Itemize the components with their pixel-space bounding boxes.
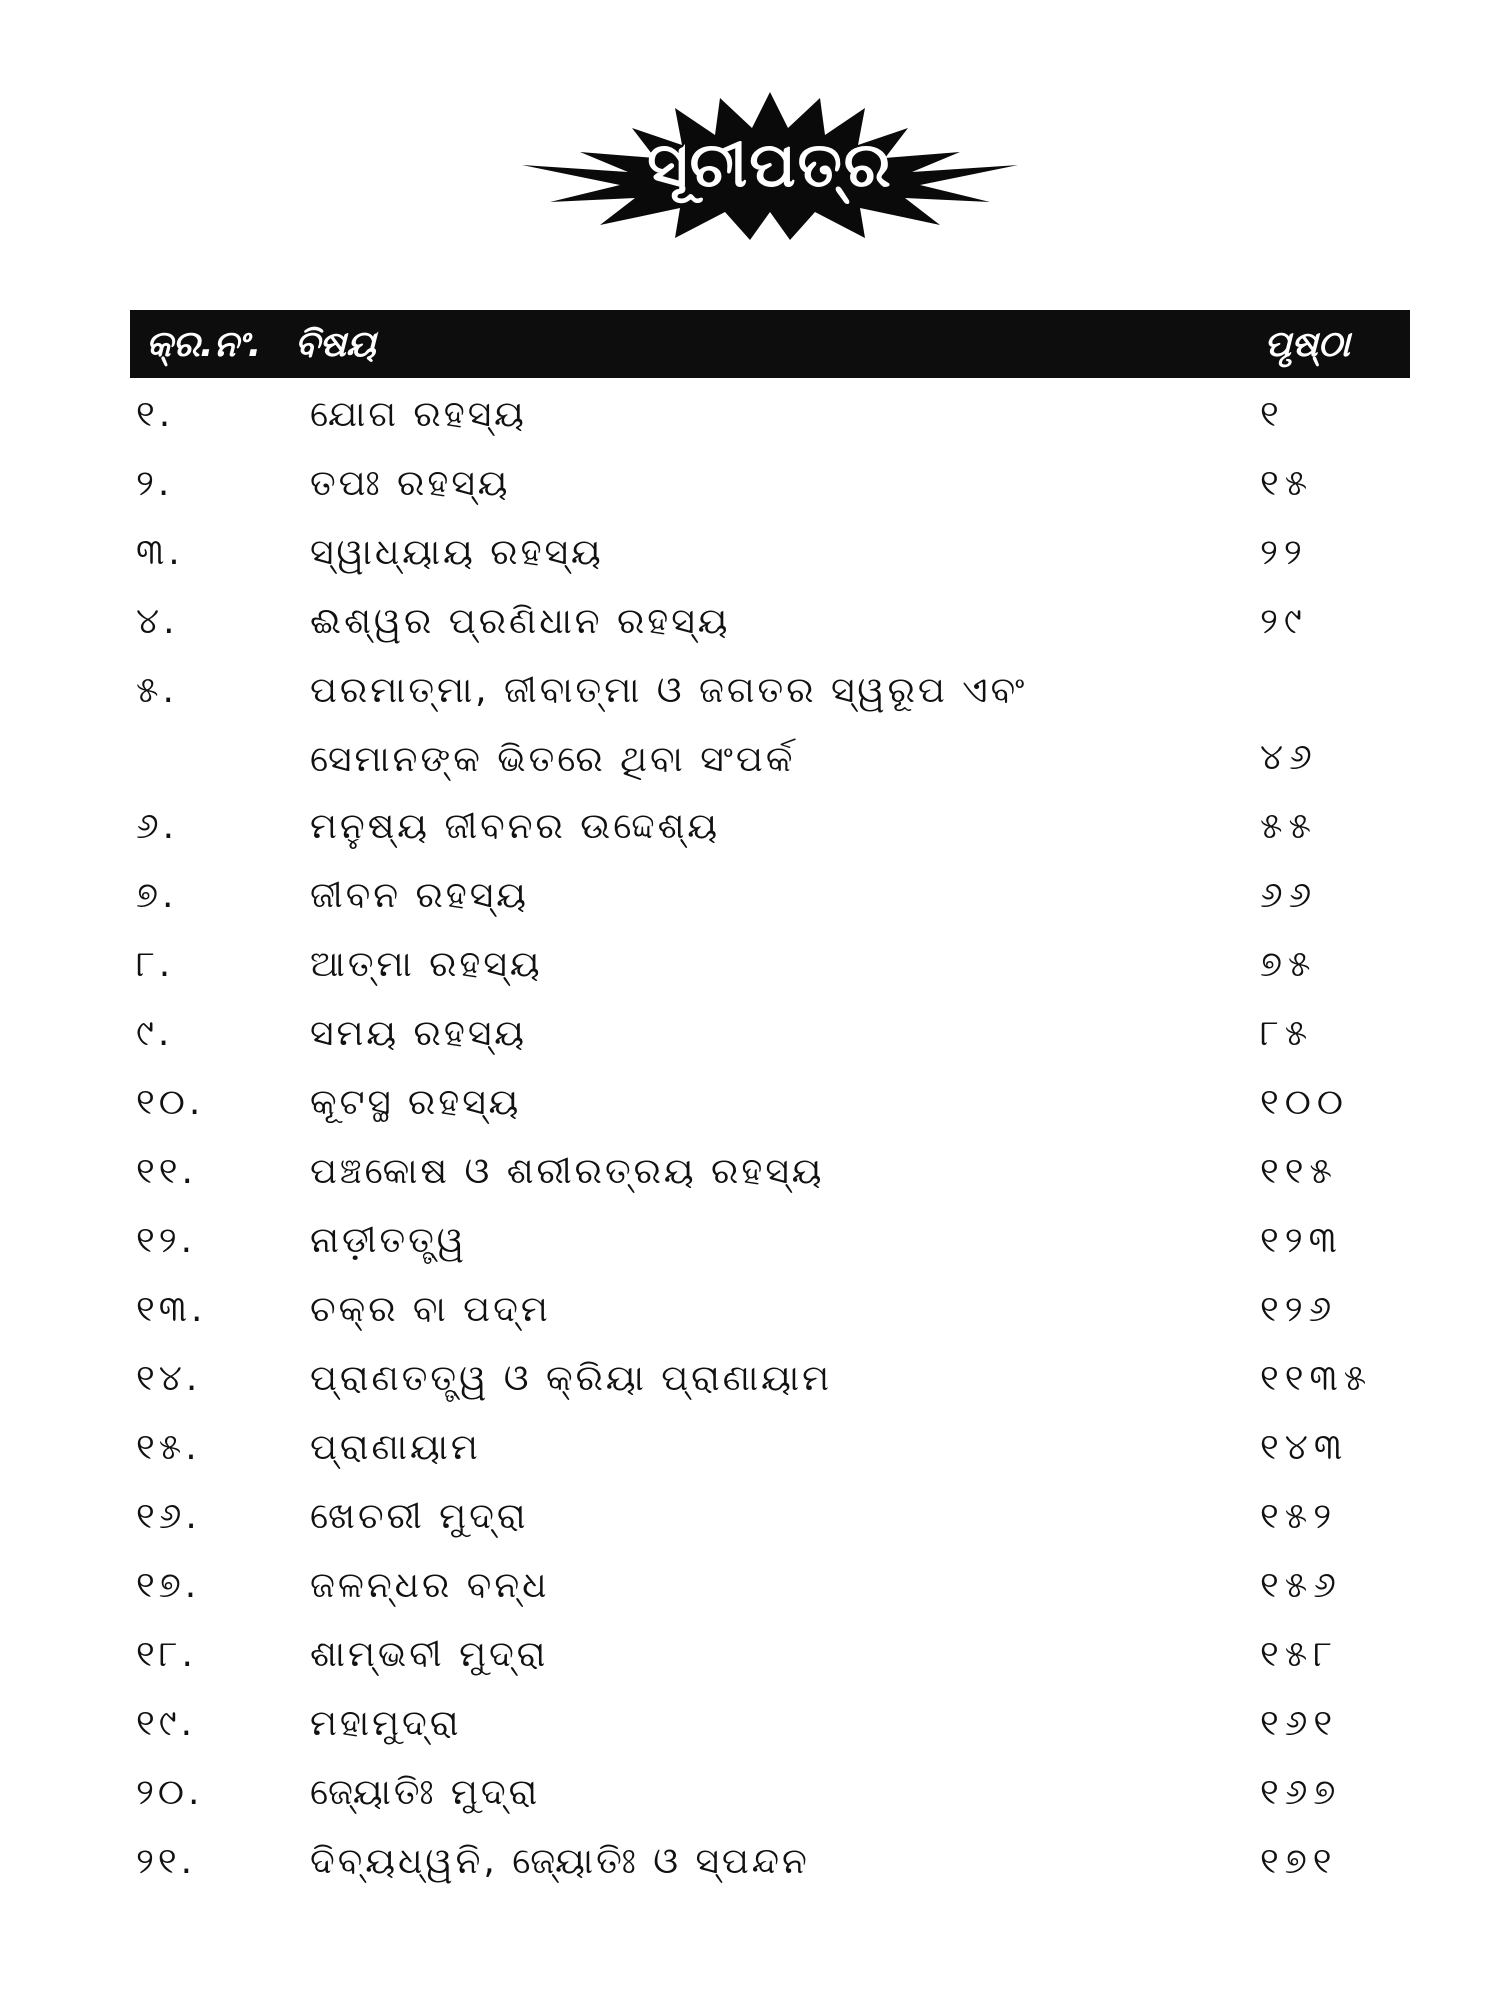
- toc-entry[interactable]: [130, 1689, 1410, 1758]
- entry-subject: ଚକ୍ର ବା ପଦ୍ମ: [310, 1289, 551, 1330]
- entry-number: ୧୮.: [136, 1634, 197, 1675]
- toc-entry[interactable]: [130, 1413, 1410, 1482]
- toc-entry[interactable]: [130, 792, 1410, 861]
- entry-page: ୧୬୧: [1260, 1703, 1339, 1744]
- title-badge: [520, 90, 1020, 240]
- entry-subject: କୂଟସ୍ଥ ରହସ୍ୟ: [310, 1082, 522, 1123]
- entry-page: ୧୪୩: [1260, 1427, 1349, 1468]
- entry-number: ୯.: [136, 1013, 174, 1054]
- toc-entry[interactable]: [130, 1275, 1410, 1344]
- entry-number: ୨୦.: [136, 1772, 204, 1813]
- toc-entry[interactable]: [130, 861, 1410, 930]
- entry-number: ୨୧.: [136, 1841, 197, 1882]
- entry-page: ୧୧୫: [1260, 1151, 1338, 1192]
- toc-entry[interactable]: [130, 1620, 1410, 1689]
- entry-page: ୧୨୩: [1260, 1220, 1343, 1261]
- entry-number: ୫.: [136, 670, 178, 711]
- entry-subject: ପଞ୍ଚକୋଷ ଓ ଶରୀରତ୍ରୟ ରହସ୍ୟ: [310, 1151, 825, 1192]
- entry-number: ୧୧.: [136, 1151, 197, 1192]
- entry-page: ୧୫୬: [1260, 1565, 1342, 1606]
- entry-number: ୨.: [136, 463, 174, 504]
- toc-header-bar: [130, 310, 1410, 378]
- toc-entry[interactable]: [130, 1482, 1410, 1551]
- header-page-label: ପୃଷ୍ଠା: [1264, 324, 1350, 365]
- toc-list: [130, 380, 1410, 1896]
- entry-number: ୭.: [136, 875, 178, 916]
- toc-entry[interactable]: [130, 1206, 1410, 1275]
- entry-subject: ମନୁଷ୍ୟ ଜୀବନର ଉଦ୍ଦେଶ୍ୟ: [310, 806, 721, 847]
- toc-entry[interactable]: [130, 1827, 1410, 1896]
- toc-entry[interactable]: [130, 999, 1410, 1068]
- entry-page: ୨୨: [1260, 532, 1308, 573]
- toc-entry[interactable]: [130, 587, 1410, 656]
- page-title: ସୂଚୀପତ୍ର: [647, 128, 893, 201]
- toc-entry[interactable]: [130, 1344, 1410, 1413]
- entry-page: ୧: [1260, 394, 1285, 435]
- entry-subject: ତପଃ ରହସ୍ୟ: [310, 463, 511, 504]
- entry-subject: ଆତ୍ମା ରହସ୍ୟ: [310, 944, 543, 985]
- toc-entry[interactable]: [130, 1551, 1410, 1620]
- entry-number: ୪.: [136, 601, 179, 642]
- toc-entry[interactable]: [130, 518, 1410, 587]
- header-number-label: କ୍ର.ନଂ.: [146, 324, 262, 365]
- entry-subject: ଯୋଗ ରହସ୍ୟ: [310, 394, 527, 435]
- entry-subject: ଖେଚରୀ ମୁଦ୍ରା: [310, 1496, 529, 1537]
- entry-page: ୨୯: [1260, 601, 1308, 642]
- header-subject-label: ବିଷୟ: [295, 324, 376, 365]
- entry-page: ୧୫୨: [1260, 1496, 1338, 1537]
- entry-subject: [310, 656, 1027, 794]
- toc-entry[interactable]: [130, 449, 1410, 518]
- entry-number: ୧୭.: [136, 1565, 201, 1606]
- toc-entry[interactable]: [130, 930, 1410, 999]
- toc-entry[interactable]: [130, 1137, 1410, 1206]
- entry-subject: ପ୍ରାଣାୟାମ: [310, 1427, 481, 1468]
- entry-page: ୮୫: [1260, 1013, 1314, 1054]
- entry-page: ୧୭୧: [1260, 1841, 1338, 1882]
- entry-subject-line-2: ସେମାନଙ୍କ ଭିତରେ ଥିବା ସଂପର୍କ: [310, 739, 796, 780]
- entry-subject: ସମୟ ରହସ୍ୟ: [310, 1013, 527, 1054]
- entry-page: ୧୫୮: [1260, 1634, 1339, 1675]
- entry-page: ୪୬: [1260, 737, 1318, 778]
- entry-subject: ମହାମୁଦ୍ରା: [310, 1703, 462, 1744]
- entry-subject: ଈଶ୍ୱର ପ୍ରଣିଧାନ ରହସ୍ୟ: [310, 601, 731, 642]
- entry-subject: ଶାମ୍ଭବୀ ମୁଦ୍ରା: [310, 1634, 549, 1675]
- entry-number: ୧୫.: [136, 1427, 201, 1468]
- entry-number: ୮.: [136, 944, 175, 985]
- entry-page: ୧୨୬: [1260, 1289, 1338, 1330]
- entry-number: ୧୨.: [136, 1220, 197, 1261]
- entry-number: ୬.: [136, 806, 179, 847]
- entry-subject: ଜୀବନ ରହସ୍ୟ: [310, 875, 529, 916]
- entry-subject: ସ୍ୱାଧ୍ୟାୟ ରହସ୍ୟ: [310, 532, 604, 573]
- entry-number: ୧.: [136, 394, 175, 435]
- toc-entry[interactable]: [130, 1068, 1410, 1137]
- entry-number: ୧୩.: [136, 1289, 207, 1330]
- entry-subject: ଜଳନ୍ଧର ବନ୍ଧ: [310, 1565, 550, 1606]
- entry-page: ୧୬୭: [1260, 1772, 1342, 1813]
- toc-entry[interactable]: [130, 1758, 1410, 1827]
- entry-subject: ନାଡ଼ୀତତ୍ତ୍ୱ: [310, 1220, 467, 1261]
- entry-page: ୭୫: [1260, 944, 1317, 985]
- entry-subject: ଦିବ୍ୟଧ୍ୱନି, ଜ୍ୟୋତିଃ ଓ ସ୍ପନ୍ଦନ: [310, 1841, 810, 1882]
- entry-number: ୧୦.: [136, 1082, 205, 1123]
- entry-page: ୬୬: [1260, 875, 1318, 916]
- toc-entry[interactable]: [130, 656, 1410, 792]
- entry-number: ୧୯.: [136, 1703, 197, 1744]
- toc-entry[interactable]: [130, 380, 1410, 449]
- entry-subject: ପ୍ରାଣତତ୍ତ୍ୱ ଓ କ୍ରିୟା ପ୍ରାଣାୟାମ: [310, 1358, 833, 1399]
- entry-number: ୧୬.: [136, 1496, 201, 1537]
- entry-number: ୩.: [136, 532, 184, 573]
- entry-subject-line-1: ପରମାତ୍ମା, ଜୀବାତ୍ମା ଓ ଜଗତର ସ୍ୱରୂପ ଏବଂ: [310, 670, 1028, 711]
- entry-page: ୧୧୩୫: [1260, 1358, 1373, 1399]
- entry-page: ୧୦୦: [1260, 1082, 1349, 1123]
- entry-number: ୧୪.: [136, 1358, 202, 1399]
- entry-subject: ଜ୍ୟୋତିଃ ମୁଦ୍ରା: [310, 1772, 541, 1813]
- entry-page: ୧୫: [1260, 463, 1314, 504]
- entry-page: ୫୫: [1260, 806, 1317, 847]
